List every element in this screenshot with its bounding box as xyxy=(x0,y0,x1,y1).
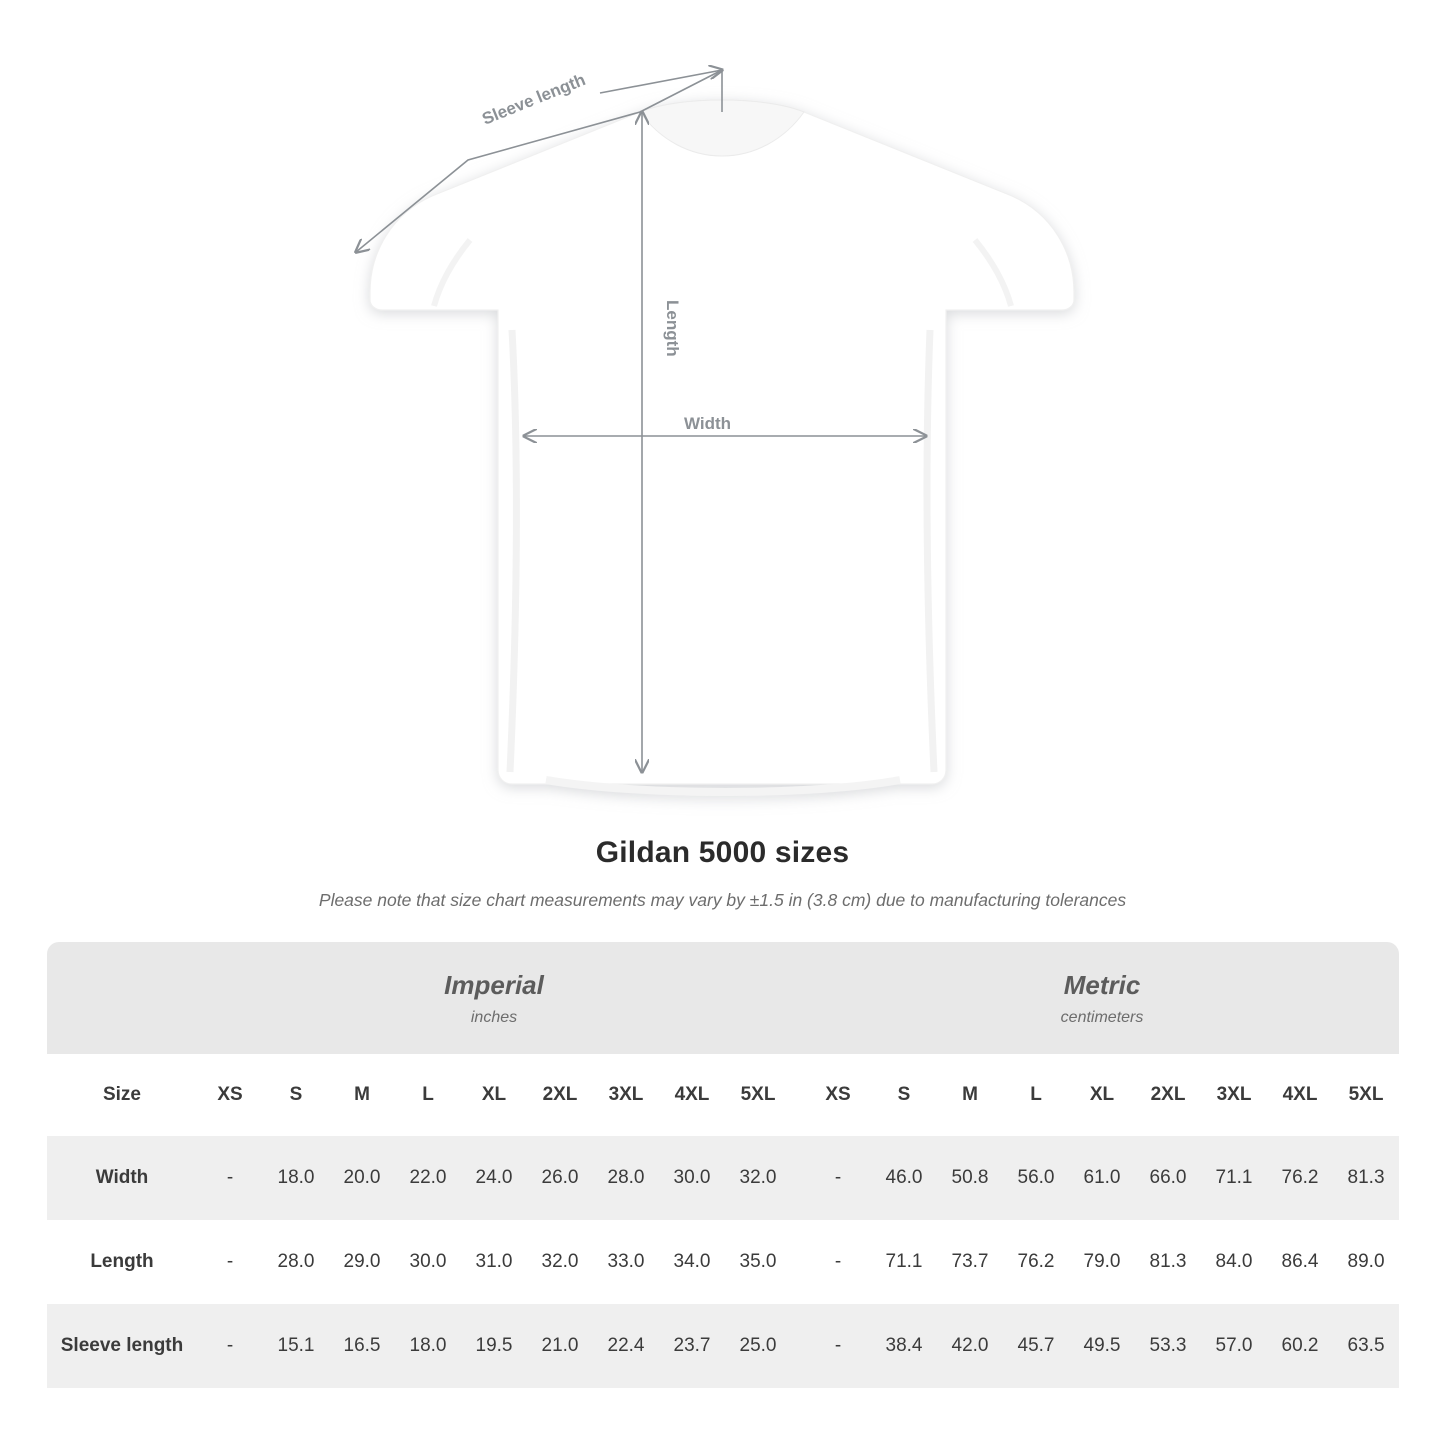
cell-length-imperial-2xl: 32.0 xyxy=(527,1220,593,1304)
cell-length-imperial-s: 28.0 xyxy=(263,1220,329,1304)
cell-width-metric-3xl: 71.1 xyxy=(1201,1136,1267,1220)
cell-width-imperial-s: 18.0 xyxy=(263,1136,329,1220)
table-header-row xyxy=(47,1054,1399,1136)
col-header-imperial-m: M xyxy=(329,1054,395,1136)
cell-sleeve-metric-s: 38.4 xyxy=(871,1304,937,1388)
unit-header-spacer xyxy=(47,942,197,1054)
cell-sleeve-imperial-3xl: 22.4 xyxy=(593,1304,659,1388)
cell-length-metric-3xl: 84.0 xyxy=(1201,1220,1267,1304)
cell-sleeve-metric-2xl: 53.3 xyxy=(1135,1304,1201,1388)
unit-header-imperial xyxy=(197,942,791,1054)
cell-width-metric-2xl: 66.0 xyxy=(1135,1136,1201,1220)
column-gap xyxy=(791,1054,805,1136)
col-header-metric-xs: XS xyxy=(805,1054,871,1136)
col-header-imperial-l: L xyxy=(395,1054,461,1136)
cell-sleeve-imperial-m: 16.5 xyxy=(329,1304,395,1388)
cell-sleeve-imperial-xl: 19.5 xyxy=(461,1304,527,1388)
cell-sleeve-metric-xl: 49.5 xyxy=(1069,1304,1135,1388)
cell-length-imperial-4xl: 34.0 xyxy=(659,1220,725,1304)
size-chart-table-wrap xyxy=(47,942,1398,1388)
cell-sleeve-metric-3xl: 57.0 xyxy=(1201,1304,1267,1388)
cell-length-metric-5xl: 89.0 xyxy=(1333,1220,1399,1304)
col-header-imperial-3xl: 3XL xyxy=(593,1054,659,1136)
cell-sleeve-metric-l: 45.7 xyxy=(1003,1304,1069,1388)
cell-length-imperial-m: 29.0 xyxy=(329,1220,395,1304)
cell-sleeve-imperial-s: 15.1 xyxy=(263,1304,329,1388)
size-chart-table xyxy=(47,942,1399,1388)
row-label-sleeve-length: Sleeve length xyxy=(47,1304,197,1388)
col-header-metric-l: L xyxy=(1003,1054,1069,1136)
cell-width-metric-5xl: 81.3 xyxy=(1333,1136,1399,1220)
cell-sleeve-imperial-l: 18.0 xyxy=(395,1304,461,1388)
cell-width-metric-4xl: 76.2 xyxy=(1267,1136,1333,1220)
cell-width-imperial-m: 20.0 xyxy=(329,1136,395,1220)
table-row xyxy=(47,1220,1399,1304)
column-gap xyxy=(791,1304,805,1388)
cell-width-metric-m: 50.8 xyxy=(937,1136,1003,1220)
unit-imperial-sub: inches xyxy=(470,1008,518,1026)
cell-length-imperial-3xl: 33.0 xyxy=(593,1220,659,1304)
col-header-imperial-s: S xyxy=(263,1054,329,1136)
cell-sleeve-metric-4xl: 60.2 xyxy=(1267,1304,1333,1388)
column-gap xyxy=(791,1136,805,1220)
width-label: Width xyxy=(684,414,732,433)
cell-sleeve-metric-m: 42.0 xyxy=(937,1304,1003,1388)
table-row xyxy=(47,1304,1399,1388)
col-header-metric-s: S xyxy=(871,1054,937,1136)
cell-sleeve-imperial-5xl: 25.0 xyxy=(725,1304,791,1388)
unit-header-row xyxy=(47,942,1399,1054)
cell-width-metric-l: 56.0 xyxy=(1003,1136,1069,1220)
page-title: Gildan 5000 sizes xyxy=(595,836,850,869)
row-label-length: Length xyxy=(47,1220,197,1304)
cell-sleeve-imperial-xs: - xyxy=(197,1304,263,1388)
cell-sleeve-metric-5xl: 63.5 xyxy=(1333,1304,1399,1388)
col-header-metric-4xl: 4XL xyxy=(1267,1054,1333,1136)
unit-header-metric xyxy=(805,942,1399,1054)
cell-width-imperial-xl: 24.0 xyxy=(461,1136,527,1220)
column-header-size: Size xyxy=(47,1054,197,1136)
cell-length-imperial-xs: - xyxy=(197,1220,263,1304)
cell-length-metric-s: 71.1 xyxy=(871,1220,937,1304)
length-label: Length xyxy=(663,300,682,357)
col-header-imperial-2xl: 2XL xyxy=(527,1054,593,1136)
table-row xyxy=(47,1136,1399,1220)
col-header-metric-5xl: 5XL xyxy=(1333,1054,1399,1136)
col-header-metric-2xl: 2XL xyxy=(1135,1054,1201,1136)
cell-sleeve-imperial-2xl: 21.0 xyxy=(527,1304,593,1388)
col-header-metric-m: M xyxy=(937,1054,1003,1136)
unit-imperial-name: Imperial xyxy=(444,969,544,1000)
cell-length-metric-xl: 79.0 xyxy=(1069,1220,1135,1304)
cell-width-imperial-l: 22.0 xyxy=(395,1136,461,1220)
cell-length-imperial-l: 30.0 xyxy=(395,1220,461,1304)
cell-width-metric-xs: - xyxy=(805,1136,871,1220)
sleeve-length-label: Sleeve length xyxy=(479,70,589,129)
cell-length-imperial-xl: 31.0 xyxy=(461,1220,527,1304)
col-header-imperial-xs: XS xyxy=(197,1054,263,1136)
tolerance-note: Please note that size chart measurements may vary by ±1.5 in (3.8 cm) due to manufacturing tolerances xyxy=(318,890,1127,910)
title-block xyxy=(0,836,1445,911)
row-label-width: Width xyxy=(47,1136,197,1220)
cell-width-imperial-2xl: 26.0 xyxy=(527,1136,593,1220)
tshirt-shape xyxy=(370,100,1074,792)
cell-length-imperial-5xl: 35.0 xyxy=(725,1220,791,1304)
col-header-metric-3xl: 3XL xyxy=(1201,1054,1267,1136)
column-gap xyxy=(791,1220,805,1304)
col-header-imperial-4xl: 4XL xyxy=(659,1054,725,1136)
cell-width-imperial-xs: - xyxy=(197,1136,263,1220)
cell-length-metric-2xl: 81.3 xyxy=(1135,1220,1201,1304)
cell-width-imperial-4xl: 30.0 xyxy=(659,1136,725,1220)
cell-length-metric-l: 76.2 xyxy=(1003,1220,1069,1304)
col-header-metric-xl: XL xyxy=(1069,1054,1135,1136)
unit-header-gap xyxy=(791,942,805,1054)
cell-length-metric-4xl: 86.4 xyxy=(1267,1220,1333,1304)
cell-sleeve-metric-xs: - xyxy=(805,1304,871,1388)
col-header-imperial-xl: XL xyxy=(461,1054,527,1136)
cell-width-imperial-5xl: 32.0 xyxy=(725,1136,791,1220)
cell-width-imperial-3xl: 28.0 xyxy=(593,1136,659,1220)
cell-width-metric-s: 46.0 xyxy=(871,1136,937,1220)
col-header-imperial-5xl: 5XL xyxy=(725,1054,791,1136)
unit-metric-name: Metric xyxy=(1063,969,1141,1000)
cell-length-metric-xs: - xyxy=(805,1220,871,1304)
cell-width-metric-xl: 61.0 xyxy=(1069,1136,1135,1220)
cell-sleeve-imperial-4xl: 23.7 xyxy=(659,1304,725,1388)
cell-length-metric-m: 73.7 xyxy=(937,1220,1003,1304)
unit-metric-sub: centimeters xyxy=(1060,1008,1144,1026)
